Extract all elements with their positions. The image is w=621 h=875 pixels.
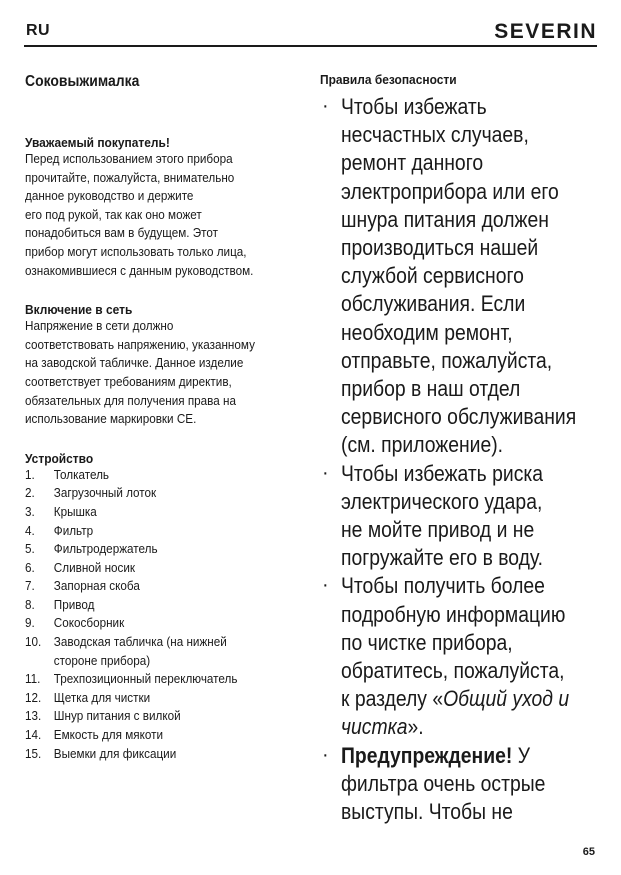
list-item (25, 707, 277, 726)
item-label: Заводская табличка (на нижней (53, 634, 227, 650)
item-label: Сокосборник (53, 615, 125, 631)
right-column (320, 70, 600, 826)
list-item (25, 614, 277, 633)
text-line (341, 742, 564, 770)
item-number: 8. (25, 596, 35, 612)
item-number: 9. (25, 615, 35, 631)
item-label: Толкатель (53, 466, 110, 482)
list-item (25, 745, 277, 764)
page-title: Соковыжималка (25, 73, 140, 90)
list-item (25, 484, 277, 503)
item-number: 12. (25, 689, 42, 705)
item-number: 14. (25, 727, 42, 743)
text-line: службой сервисного (341, 263, 524, 289)
warning-label: Предупреждение! (341, 742, 513, 768)
text-line: погружайте его в воду. (341, 545, 544, 571)
section-reference: Общий уход и (443, 686, 570, 712)
text-fragment: ». (407, 714, 424, 740)
text-line: подробную информацию (341, 601, 566, 627)
text-line: Чтобы получить более (341, 573, 545, 599)
brand-logo: SEVERIN (494, 20, 597, 43)
left-column (25, 70, 305, 763)
item-number: 13. (25, 708, 42, 724)
safety-item (320, 572, 600, 741)
parts-list (25, 466, 277, 764)
text-line: его под рукой, так как оно может (25, 206, 202, 222)
text-line: прочитайте, пожалуйста, внимательно (25, 169, 235, 185)
text-line: прибор в наш отдел (341, 376, 521, 402)
greeting-heading: Уважаемый покупатель! (25, 135, 170, 150)
list-item (25, 503, 277, 522)
item-label-cont: стороне прибора) (53, 652, 151, 668)
text-line: фильтра очень острые (341, 770, 546, 796)
greeting-text (25, 150, 277, 280)
list-item (25, 540, 277, 559)
text-line: Напряжение в сети должно (25, 318, 174, 334)
page-number: 65 (582, 846, 595, 858)
item-number: 2. (25, 485, 35, 501)
item-number: 10. (25, 634, 42, 650)
text-line: использование маркировки CE. (25, 411, 197, 427)
safety-item (320, 93, 600, 460)
power-heading: Включение в сеть (25, 302, 133, 318)
text-line: не мойте привод и не (341, 517, 535, 543)
item-number: 7. (25, 578, 35, 594)
text-fragment: У (512, 742, 531, 768)
text-line: электрического удара, (341, 488, 543, 514)
section-reference: чистка (341, 714, 408, 740)
list-item (25, 577, 277, 596)
item-number: 5. (25, 541, 35, 557)
text-line: прибор могут использовать только лица, (25, 243, 247, 259)
list-item (25, 633, 277, 670)
safety-item (320, 460, 600, 573)
text-line: соответствует требованиям директив, (25, 373, 232, 389)
item-number: 6. (25, 559, 35, 575)
item-label: Трехпозиционный переключатель (53, 671, 238, 687)
text-line: ознакомившиеся с данным руководством. (25, 262, 254, 278)
bullet-icon: · (322, 461, 329, 484)
text-line: по чистке прибора, (341, 629, 513, 655)
list-item (25, 522, 277, 541)
item-label: Загрузочный лоток (53, 485, 157, 501)
text-line (341, 685, 570, 713)
bullet-icon: · (322, 95, 329, 117)
language-code: RU (26, 22, 51, 39)
item-label: Щетка для чистки (53, 689, 151, 705)
list-item (25, 689, 277, 708)
text-line: данное руководство и держите (25, 188, 194, 204)
text-line: Перед использованием этого прибора (25, 151, 233, 166)
power-section (25, 302, 305, 429)
safety-heading: Правила безопасности (320, 72, 457, 87)
text-line: выступы. Чтобы не (341, 799, 513, 825)
item-label: Фильтр (53, 522, 94, 538)
text-line: электроприбора или его (341, 178, 559, 204)
item-label: Выемки для фиксации (53, 745, 177, 761)
item-label: Шнур питания с вилкой (53, 708, 181, 724)
list-item (25, 596, 277, 615)
power-text (25, 317, 277, 429)
text-line: на заводской табличке. Данное изделие (25, 355, 244, 371)
safety-item (320, 742, 600, 827)
safety-list (320, 93, 600, 826)
text-fragment: к разделу « (341, 686, 444, 712)
item-label: Фильтродержатель (53, 541, 158, 557)
device-heading: Устройство (25, 450, 94, 466)
text-line: Чтобы избежать риска (341, 460, 544, 486)
item-number: 15. (25, 745, 42, 761)
text-line: соответствовать напряжению, указанному (25, 336, 255, 352)
device-section (25, 451, 305, 764)
list-item (25, 559, 277, 578)
item-number: 1. (25, 466, 35, 482)
item-label: Сливной носик (53, 559, 136, 575)
list-item (25, 466, 277, 485)
item-label: Емкость для мякоти (53, 727, 163, 743)
bullet-icon: · (322, 743, 329, 766)
text-line (341, 713, 564, 741)
text-line: обратитесь, пожалуйста, (341, 658, 565, 684)
text-line: отправьте, пожалуйста, (341, 347, 553, 373)
text-line: несчастных случаев, (341, 122, 529, 148)
item-label: Запорная скоба (53, 578, 140, 594)
list-item (25, 726, 277, 745)
greeting-section (25, 135, 305, 280)
text-line: сервисного обслуживания (341, 404, 577, 430)
text-line: Чтобы избежать (341, 94, 487, 119)
text-line: производиться нашей (341, 235, 539, 261)
item-number: 3. (25, 503, 35, 519)
text-line: необходим ремонт, (341, 319, 513, 345)
text-line: обслуживания. Если (341, 291, 526, 317)
text-line: понадобиться вам в будущем. Этот (25, 225, 219, 241)
bullet-icon: · (322, 574, 329, 597)
item-label: Привод (53, 596, 95, 612)
item-label: Крышка (53, 503, 97, 519)
text-line: ремонт данного (341, 150, 484, 176)
header-divider (24, 45, 597, 47)
text-line: (см. приложение). (341, 432, 504, 458)
list-item (25, 670, 277, 689)
text-line: шнура питания должен (341, 206, 549, 232)
item-number: 11. (25, 671, 41, 687)
item-number: 4. (25, 522, 35, 538)
text-line: обязательных для получения права на (25, 392, 236, 408)
